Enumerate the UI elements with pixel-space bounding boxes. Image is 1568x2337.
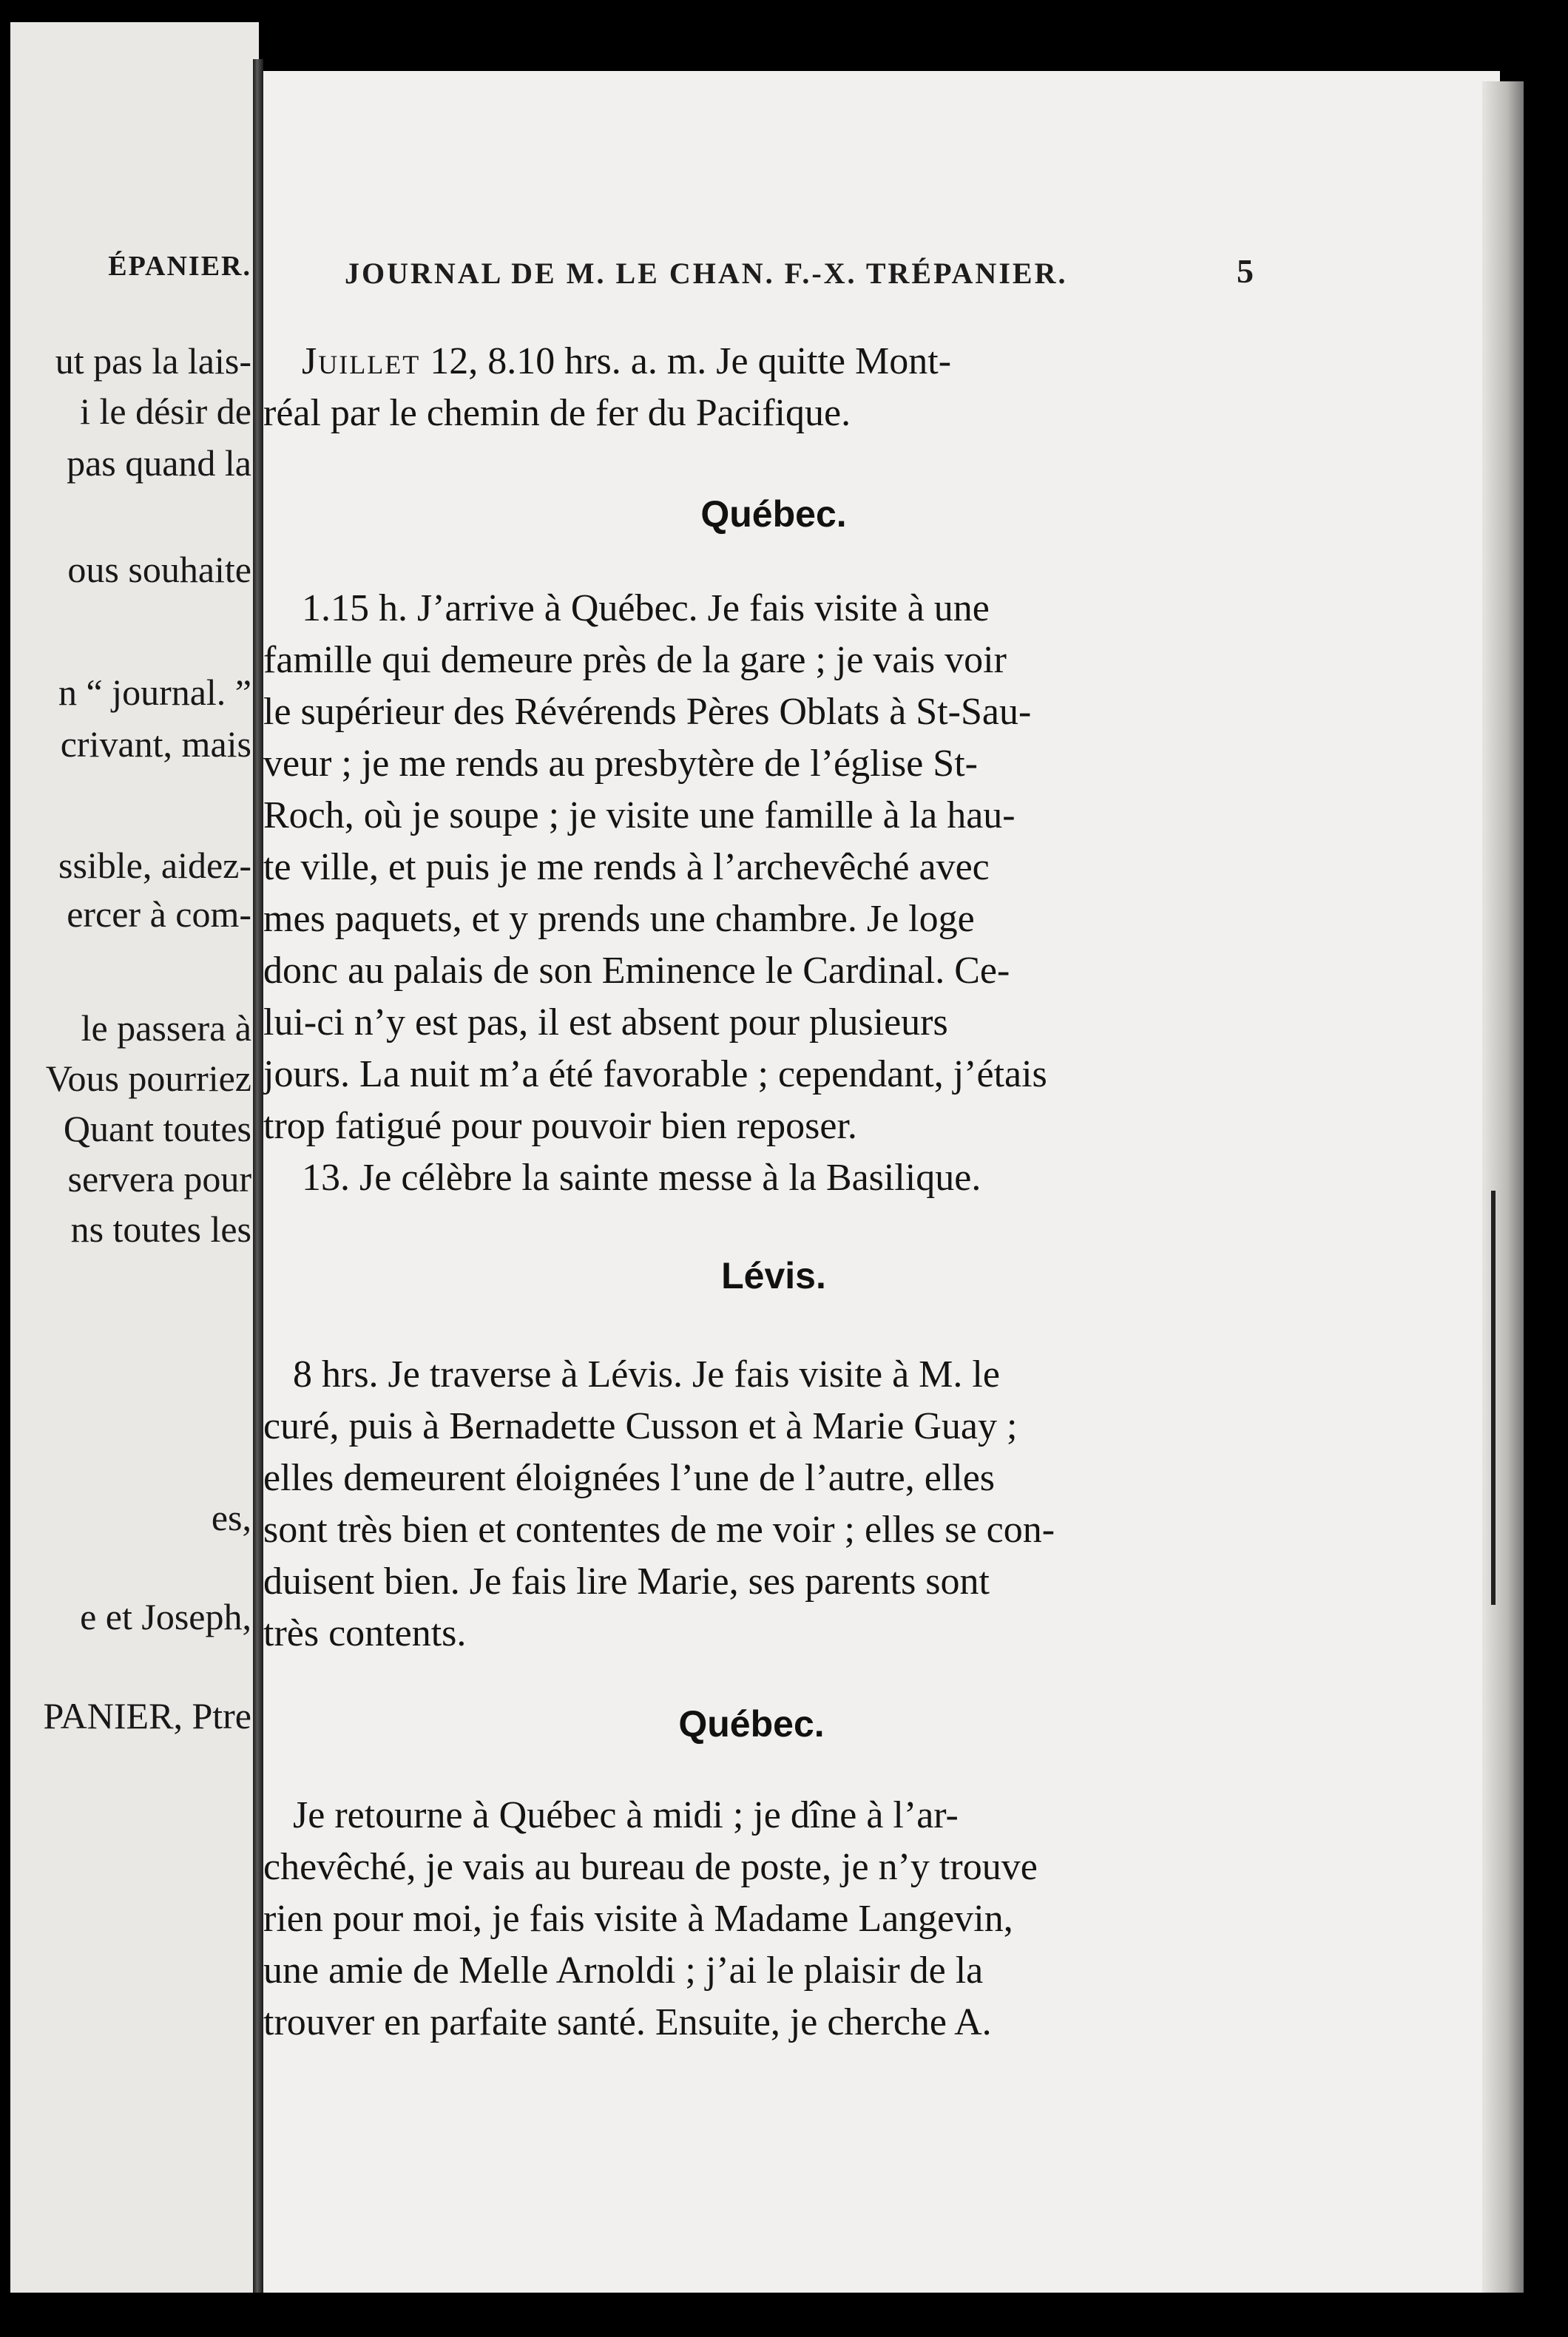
paragraph-line: trop fatigué pour pouvoir bien reposer.	[263, 1105, 857, 1147]
left-line: ercer à com-	[67, 893, 251, 935]
paragraph-line: le supérieur des Révérends Pères Oblats à St-Sau-	[263, 691, 1032, 733]
scan-border-left	[0, 0, 10, 2337]
left-line: Vous pourriez	[45, 1058, 251, 1099]
paragraph-line: elles demeurent éloignées l’une de l’autre, elles	[263, 1457, 996, 1499]
paragraph-line: te ville, et puis je me rends à l’archevêché avec	[263, 846, 990, 888]
date-lead: Juillet	[302, 340, 421, 382]
paragraph-line: veur ; je me rends au presbytère de l’église St-	[263, 743, 978, 785]
page-number: 5	[1237, 252, 1254, 290]
paragraph-line: famille qui demeure près de la gare ; je vais voir	[263, 639, 1007, 681]
left-line: servera pour	[67, 1158, 251, 1200]
left-line: i le désir de	[80, 390, 251, 432]
left-line: PANIER, Ptre	[43, 1695, 251, 1736]
left-page-fragment	[10, 22, 259, 2293]
running-head: JOURNAL DE M. LE CHAN. F.-X. TRÉPANIER.	[345, 257, 1068, 290]
paragraph-line: lui-ci n’y est pas, il est absent pour plusieurs	[263, 1001, 948, 1044]
paragraph-line: rien pour moi, je fais visite à Madame Langevin,	[263, 1898, 1013, 1940]
paragraph-line: Je retourne à Québec à midi ; je dîne à l’ar-	[293, 1794, 959, 1836]
section-heading-levis: Lévis.	[721, 1255, 826, 1296]
book-gutter	[253, 59, 263, 2293]
paragraph-line: réal par le chemin de fer du Pacifique.	[263, 392, 851, 434]
left-line: ns toutes les	[70, 1208, 251, 1250]
paragraph-line: 1.15 h. J’arrive à Québec. Je fais visite à une	[302, 587, 990, 629]
paragraph-line: très contents.	[263, 1612, 467, 1654]
section-heading-quebec: Québec.	[678, 1703, 825, 1745]
left-line: Quant toutes	[63, 1108, 251, 1149]
paragraph-line: trouver en parfaite santé. Ensuite, je cherche A.	[263, 2001, 992, 2043]
left-line: ssible, aidez-	[58, 845, 251, 886]
paragraph-line-text: 12, 8.10 hrs. a. m. Je quitte Mont-	[430, 340, 952, 382]
left-line: ut pas la lais-	[55, 340, 251, 382]
left-line: ous souhaite	[67, 549, 251, 590]
paragraph-line: Roch, où je soupe ; je visite une famille à la hau-	[263, 794, 1016, 836]
paragraph-line: une amie de Melle Arnoldi ; j’ai le plaisir de la	[263, 1949, 984, 1992]
paragraph-line: chevêché, je vais au bureau de poste, je n’y trouve	[263, 1846, 1038, 1888]
scan-border-bottom	[0, 2293, 1568, 2337]
section-heading-quebec: Québec.	[700, 493, 847, 535]
left-line: n “ journal. ”	[58, 672, 251, 713]
left-line: pas quand la	[67, 442, 251, 484]
left-line: le passera à	[81, 1007, 251, 1049]
paragraph-line: 8 hrs. Je traverse à Lévis. Je fais visite à M. le	[293, 1353, 1000, 1396]
left-line: crivant, mais	[60, 723, 251, 765]
paragraph-line: duisent bien. Je fais lire Marie, ses parents sont	[263, 1560, 990, 1603]
right-page	[263, 71, 1500, 2293]
edge-mark	[1491, 1191, 1496, 1605]
paragraph-line: sont très bien et contentes de me voir ; elles se con-	[263, 1509, 1055, 1551]
paragraph-line	[302, 339, 951, 385]
paragraph-line: jours. La nuit m’a été favorable ; cependant, j’étais	[263, 1053, 1047, 1095]
paragraph-line: donc au palais de son Eminence le Cardinal. Ce-	[263, 950, 1010, 992]
paragraph-line: 13. Je célèbre la sainte messe à la Basilique.	[302, 1157, 981, 1199]
paragraph-line: mes paquets, et y prends une chambre. Je loge	[263, 898, 975, 940]
scan-border-right	[1524, 0, 1568, 2337]
left-line: e et Joseph,	[80, 1596, 251, 1637]
left-line: es,	[211, 1497, 251, 1538]
left-running-head: ÉPANIER.	[108, 251, 251, 282]
page-edge-shadow	[1482, 81, 1524, 2293]
paragraph-line: curé, puis à Bernadette Cusson et à Marie Guay ;	[263, 1405, 1018, 1447]
